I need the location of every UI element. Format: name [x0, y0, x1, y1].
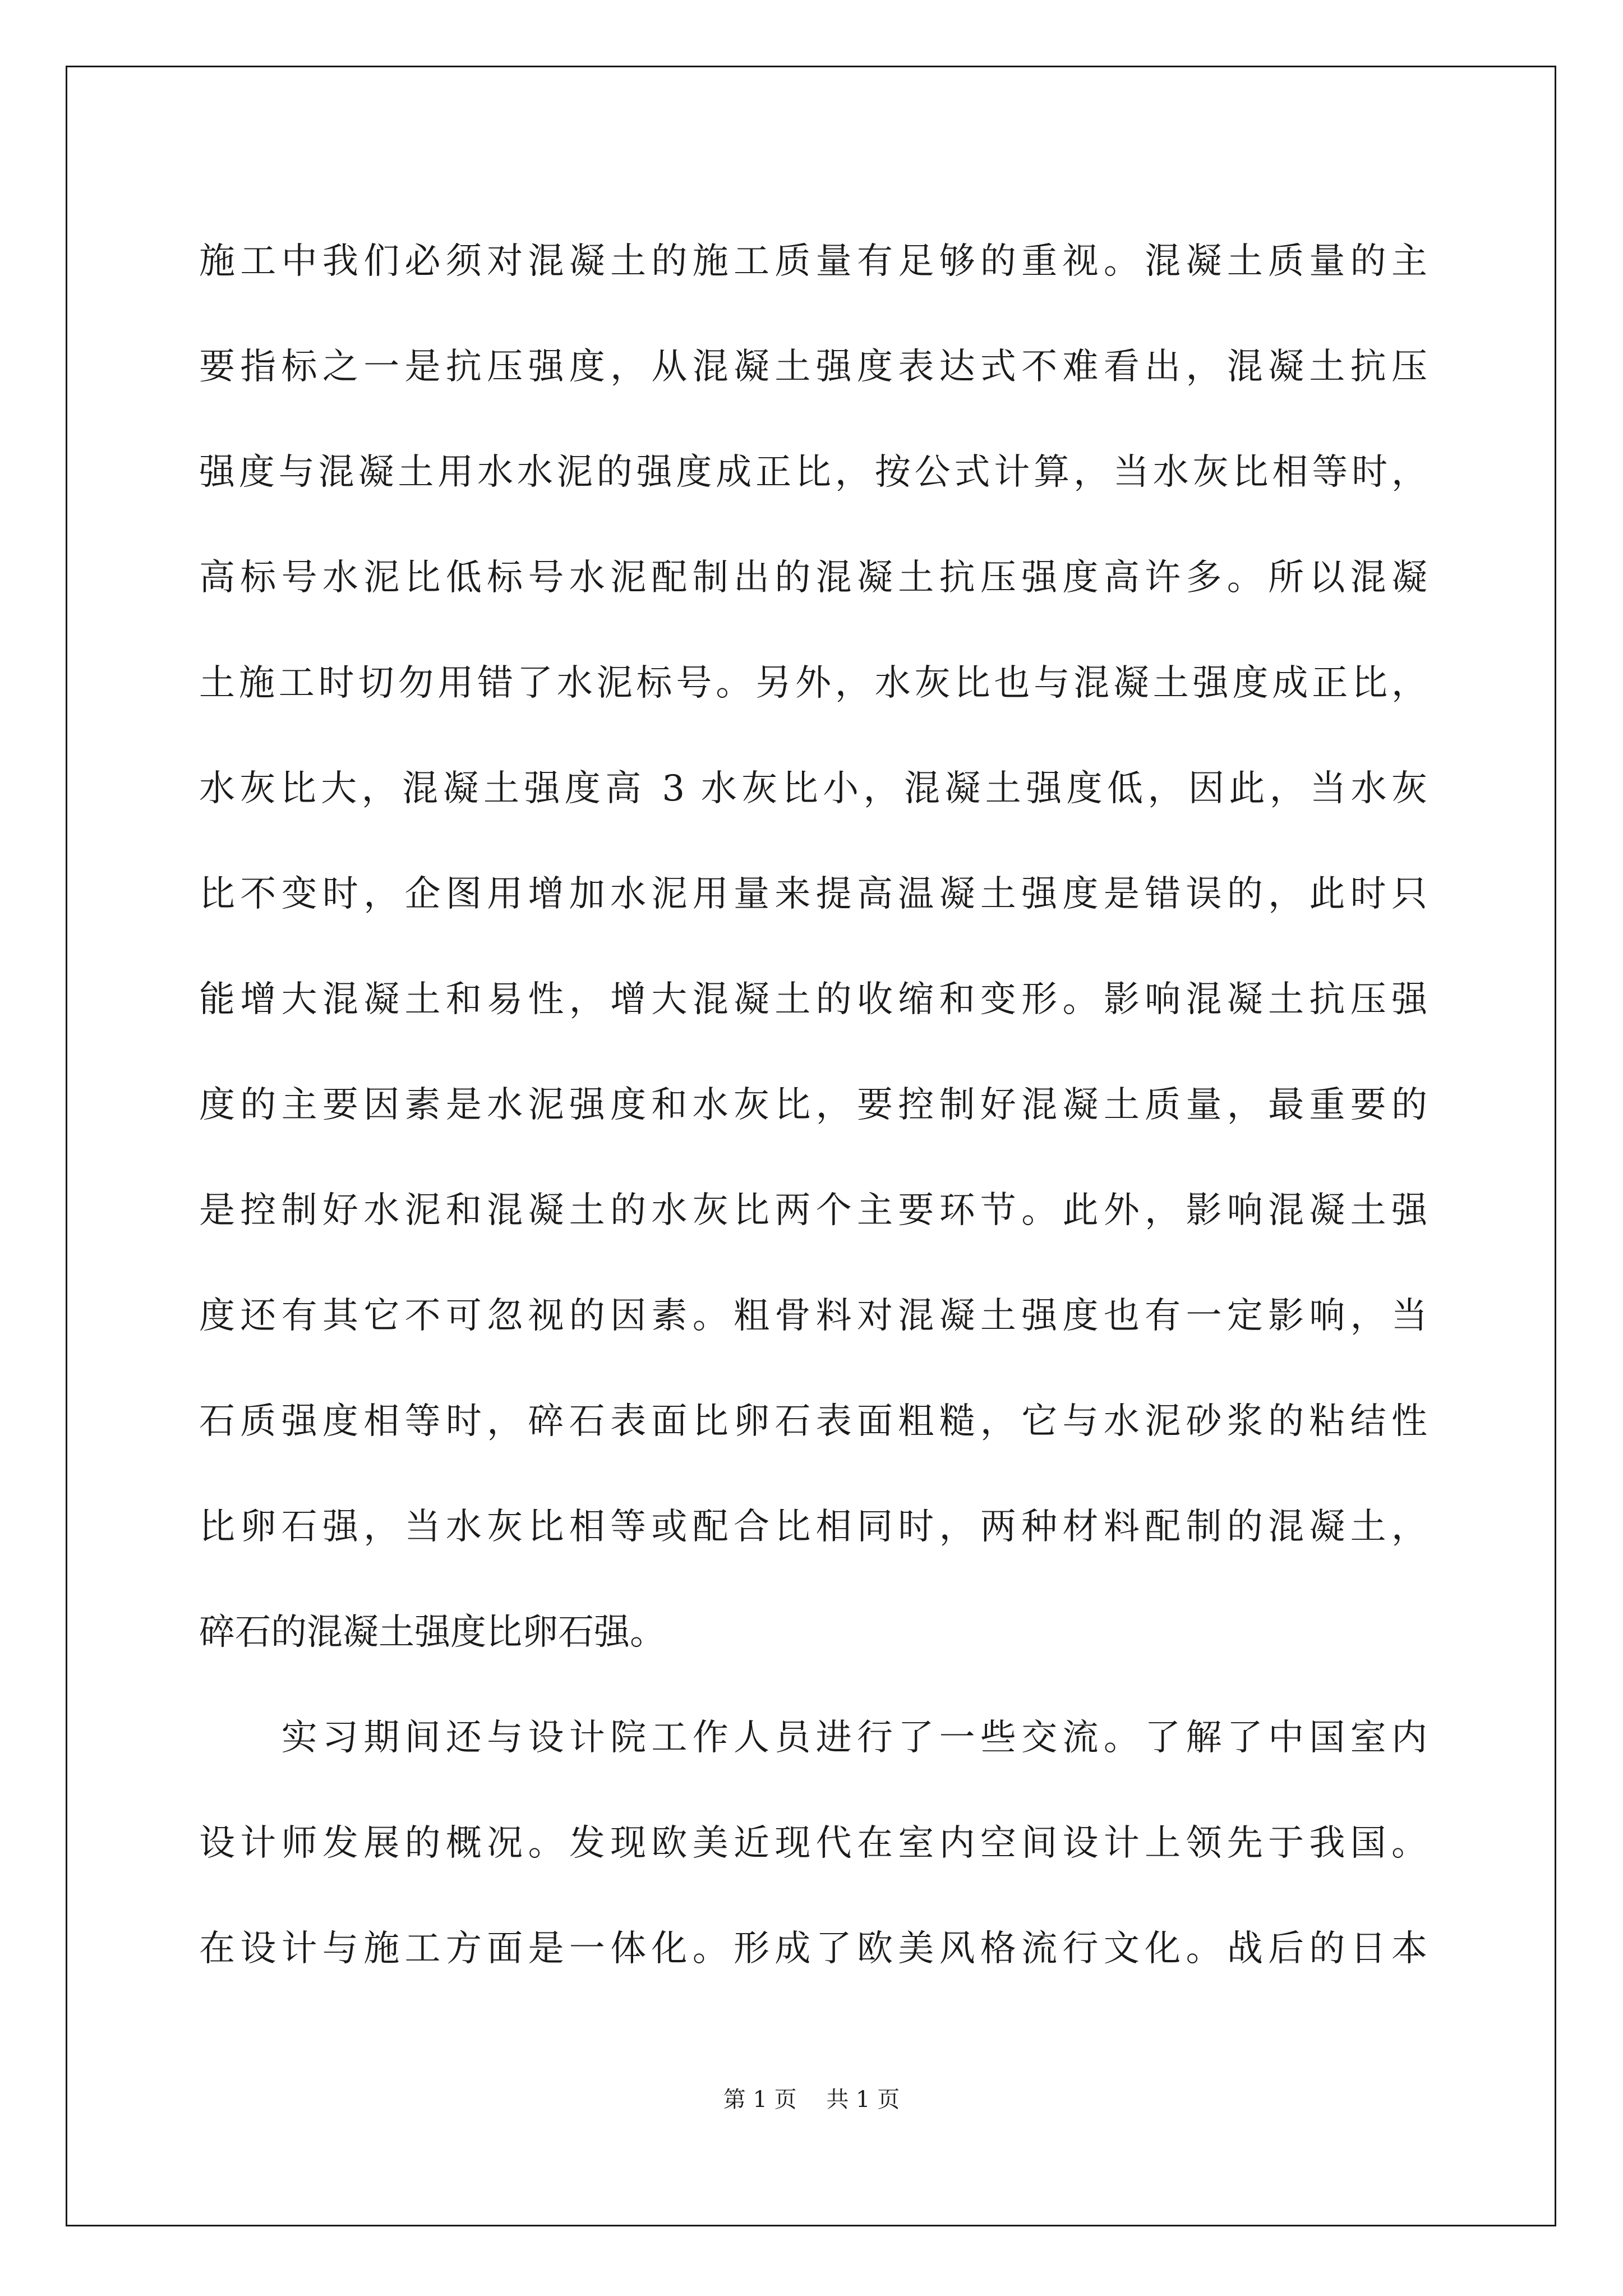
text-line: 度还有其它不可忽视的因素。粗骨料对混凝土强度也有一定影响，当 — [199, 1295, 1427, 1337]
text-line: 土施工时切勿用错了水泥标号。另外，水灰比也与混凝土强度成正比， — [199, 662, 1427, 704]
text-line: 实习期间还与设计院工作人员进行了一些交流。了解了中国室内 — [199, 1717, 1427, 1759]
text-line: 在设计与施工方面是一体化。形成了欧美风格流行文化。战后的日本 — [199, 1928, 1427, 1970]
text-line: 能增大混凝土和易性，增大混凝土的收缩和变形。影响混凝土抗压强 — [199, 979, 1427, 1020]
page-number: 第 1 页 共 1 页 — [723, 2087, 900, 2113]
text-line: 水灰比大，混凝土强度高 3 水灰比小，混凝土强度低，因此，当水灰 — [199, 768, 1427, 809]
text-line: 比不变时，企图用增加水泥用量来提高温凝土强度是错误的，此时只 — [199, 873, 1427, 915]
text-line: 高标号水泥比低标号水泥配制出的混凝土抗压强度高许多。所以混凝 — [199, 557, 1427, 599]
body-text — [199, 209, 1427, 2001]
text-line: 强度与混凝土用水水泥的强度成正比，按公式计算，当水灰比相等时， — [199, 452, 1427, 493]
text-line: 石质强度相等时，碎石表面比卵石表面粗糙，它与水泥砂浆的粘结性 — [199, 1401, 1427, 1442]
text-line: 碎石的混凝土强度比卵石强。 — [199, 1612, 666, 1653]
text-line: 比卵石强，当水灰比相等或配合比相同时，两种材料配制的混凝土， — [199, 1506, 1427, 1548]
text-line: 设计师发展的概况。发现欧美近现代在室内空间设计上领先于我国。 — [199, 1823, 1427, 1864]
text-line: 要指标之一是抗压强度，从混凝土强度表达式不难看出，混凝土抗压 — [199, 346, 1427, 388]
text-line: 度的主要因素是水泥强度和水灰比，要控制好混凝土质量，最重要的 — [199, 1084, 1427, 1126]
text-line: 施工中我们必须对混凝土的施工质量有足够的重视。混凝土质量的主 — [199, 241, 1427, 282]
text-line: 是控制好水泥和混凝土的水灰比两个主要环节。此外，影响混凝土强 — [199, 1190, 1427, 1231]
